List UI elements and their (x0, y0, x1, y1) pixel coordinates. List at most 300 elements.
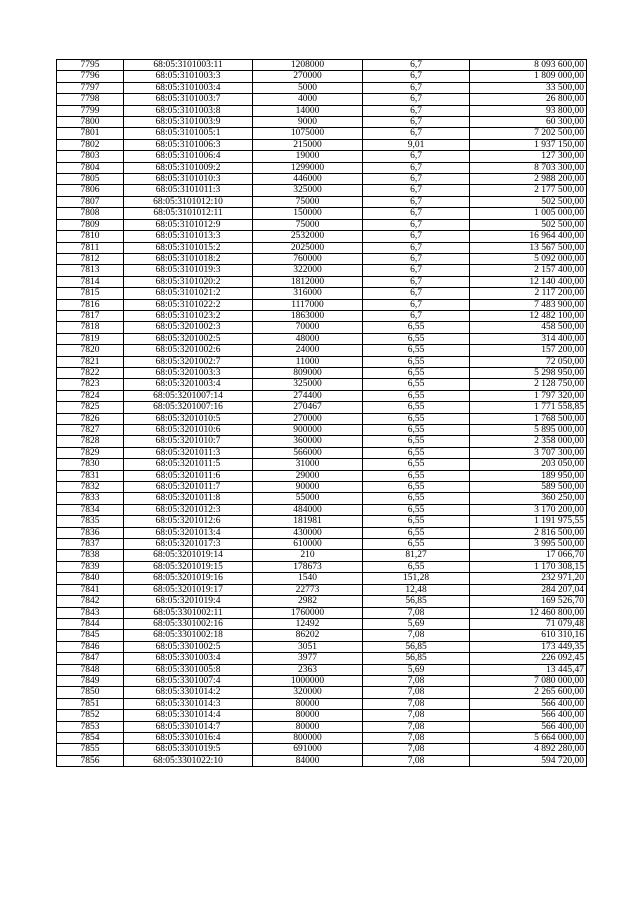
table-row (57, 265, 587, 276)
row-number-cell: 7838 (57, 550, 124, 561)
cadastral-number-cell: 68:05:3101015:2 (124, 242, 253, 253)
cadastral-number-cell: 68:05:3201019:4 (124, 596, 253, 607)
value-cell: 2 265 600,00 (470, 687, 587, 698)
row-number-cell: 7810 (57, 231, 124, 242)
table-row (57, 470, 587, 481)
table-row (57, 630, 587, 641)
area-cell: 2532000 (253, 231, 363, 242)
rate-cell: 7,08 (363, 732, 470, 743)
area-cell: 760000 (253, 253, 363, 264)
table-row (57, 299, 587, 310)
table-row (57, 561, 587, 572)
value-cell: 226 092,45 (470, 653, 587, 664)
row-number-cell: 7846 (57, 641, 124, 652)
value-cell: 169 526,70 (470, 596, 587, 607)
table-row (57, 687, 587, 698)
value-cell: 72 050,00 (470, 356, 587, 367)
row-number-cell: 7811 (57, 242, 124, 253)
area-cell: 90000 (253, 482, 363, 493)
table-row (57, 550, 587, 561)
rate-cell: 6,7 (363, 94, 470, 105)
area-cell: 430000 (253, 527, 363, 538)
row-number-cell: 7820 (57, 345, 124, 356)
row-number-cell: 7813 (57, 265, 124, 276)
cadastral-number-cell: 68:05:3101022:2 (124, 299, 253, 310)
row-number-cell: 7803 (57, 151, 124, 162)
rate-cell: 6,55 (363, 390, 470, 401)
cadastral-number-cell: 68:05:3101006:4 (124, 151, 253, 162)
value-cell: 71 079,48 (470, 618, 587, 629)
cadastral-number-cell: 68:05:3201010:7 (124, 436, 253, 447)
row-number-cell: 7829 (57, 447, 124, 458)
area-cell: 1075000 (253, 128, 363, 139)
row-number-cell: 7823 (57, 379, 124, 390)
rate-cell: 6,55 (363, 367, 470, 378)
cadastral-number-cell: 68:05:3201019:15 (124, 561, 253, 572)
table-row (57, 390, 587, 401)
value-cell: 16 964 400,00 (470, 231, 587, 242)
row-number-cell: 7795 (57, 60, 124, 71)
row-number-cell: 7840 (57, 573, 124, 584)
area-cell: 1117000 (253, 299, 363, 310)
rate-cell: 6,55 (363, 436, 470, 447)
value-cell: 458 500,00 (470, 322, 587, 333)
row-number-cell: 7841 (57, 584, 124, 595)
cadastral-number-cell: 68:05:3101012:11 (124, 208, 253, 219)
rate-cell: 6,7 (363, 82, 470, 93)
table-row (57, 447, 587, 458)
row-number-cell: 7825 (57, 402, 124, 413)
rate-cell: 81,27 (363, 550, 470, 561)
table-row (57, 675, 587, 686)
rate-cell: 7,08 (363, 698, 470, 709)
table-row (57, 71, 587, 82)
rate-cell: 6,7 (363, 265, 470, 276)
table-row (57, 356, 587, 367)
table-row (57, 459, 587, 470)
cadastral-number-cell: 68:05:3101005:1 (124, 128, 253, 139)
rate-cell: 5,69 (363, 664, 470, 675)
value-cell: 1 809 000,00 (470, 71, 587, 82)
cadastral-number-cell: 68:05:3201019:14 (124, 550, 253, 561)
row-number-cell: 7837 (57, 539, 124, 550)
table-row (57, 413, 587, 424)
rate-cell: 6,7 (363, 71, 470, 82)
table-row (57, 322, 587, 333)
value-cell: 2 157 400,00 (470, 265, 587, 276)
value-cell: 203 050,00 (470, 459, 587, 470)
area-cell: 31000 (253, 459, 363, 470)
cadastral-number-cell: 68:05:3201010:5 (124, 413, 253, 424)
value-cell: 157 200,00 (470, 345, 587, 356)
value-cell: 60 300,00 (470, 117, 587, 128)
value-cell: 502 500,00 (470, 196, 587, 207)
value-cell: 5 092 000,00 (470, 253, 587, 264)
rate-cell: 6,55 (363, 459, 470, 470)
table-row (57, 174, 587, 185)
value-cell: 5 298 950,00 (470, 367, 587, 378)
table-row (57, 105, 587, 116)
area-cell: 270000 (253, 71, 363, 82)
area-cell: 210 (253, 550, 363, 561)
row-number-cell: 7818 (57, 322, 124, 333)
area-cell: 75000 (253, 196, 363, 207)
value-cell: 2 128 750,00 (470, 379, 587, 390)
rate-cell: 6,7 (363, 276, 470, 287)
rate-cell: 56,85 (363, 596, 470, 607)
area-cell: 800000 (253, 732, 363, 743)
row-number-cell: 7839 (57, 561, 124, 572)
area-cell: 80000 (253, 698, 363, 709)
value-cell: 1 797 320,00 (470, 390, 587, 401)
value-cell: 13 567 500,00 (470, 242, 587, 253)
value-cell: 232 971,20 (470, 573, 587, 584)
rate-cell: 6,55 (363, 379, 470, 390)
rate-cell: 6,55 (363, 539, 470, 550)
rate-cell: 6,7 (363, 310, 470, 321)
rate-cell: 6,7 (363, 151, 470, 162)
table-row (57, 345, 587, 356)
value-cell: 566 400,00 (470, 698, 587, 709)
area-cell: 4000 (253, 94, 363, 105)
table-row (57, 379, 587, 390)
area-cell: 316000 (253, 288, 363, 299)
rate-cell: 6,7 (363, 174, 470, 185)
cadastral-number-cell: 68:05:3301003:4 (124, 653, 253, 664)
cadastral-number-cell: 68:05:3101003:8 (124, 105, 253, 116)
cadastral-number-cell: 68:05:3201003:3 (124, 367, 253, 378)
value-cell: 7 202 500,00 (470, 128, 587, 139)
area-cell: 22773 (253, 584, 363, 595)
value-cell: 5 664 000,00 (470, 732, 587, 743)
cadastral-number-cell: 68:05:3101012:9 (124, 219, 253, 230)
value-cell: 7 483 900,00 (470, 299, 587, 310)
table-row (57, 584, 587, 595)
row-number-cell: 7824 (57, 390, 124, 401)
value-cell: 1 005 000,00 (470, 208, 587, 219)
cadastral-number-cell: 68:05:3301002:18 (124, 630, 253, 641)
row-number-cell: 7808 (57, 208, 124, 219)
row-number-cell: 7819 (57, 333, 124, 344)
row-number-cell: 7842 (57, 596, 124, 607)
area-cell: 484000 (253, 504, 363, 515)
cadastral-number-cell: 68:05:3201013:4 (124, 527, 253, 538)
value-cell: 1 768 500,00 (470, 413, 587, 424)
area-cell: 1000000 (253, 675, 363, 686)
rate-cell: 6,55 (363, 402, 470, 413)
rate-cell: 7,08 (363, 744, 470, 755)
table-row (57, 504, 587, 515)
value-cell: 12 140 400,00 (470, 276, 587, 287)
table-row (57, 333, 587, 344)
cadastral-number-cell: 68:05:3101003:9 (124, 117, 253, 128)
cadastral-number-cell: 68:05:3201003:4 (124, 379, 253, 390)
area-cell: 1299000 (253, 162, 363, 173)
rate-cell: 12,48 (363, 584, 470, 595)
value-cell: 3 707 300,00 (470, 447, 587, 458)
cadastral-number-cell: 68:05:3201002:3 (124, 322, 253, 333)
rate-cell: 6,7 (363, 196, 470, 207)
table-row (57, 641, 587, 652)
row-number-cell: 7854 (57, 732, 124, 743)
area-cell: 325000 (253, 185, 363, 196)
area-cell: 80000 (253, 710, 363, 721)
cadastral-number-cell: 68:05:3201012:3 (124, 504, 253, 515)
cadastral-value-table (56, 59, 587, 767)
table-row (57, 117, 587, 128)
rate-cell: 6,7 (363, 128, 470, 139)
table-row (57, 219, 587, 230)
value-cell: 127 300,00 (470, 151, 587, 162)
cadastral-number-cell: 68:05:3101011:3 (124, 185, 253, 196)
row-number-cell: 7831 (57, 470, 124, 481)
row-number-cell: 7797 (57, 82, 124, 93)
rate-cell: 6,7 (363, 117, 470, 128)
value-cell: 2 816 500,00 (470, 527, 587, 538)
table-row (57, 573, 587, 584)
row-number-cell: 7817 (57, 310, 124, 321)
area-cell: 55000 (253, 493, 363, 504)
value-cell: 93 800,00 (470, 105, 587, 116)
rate-cell: 7,08 (363, 675, 470, 686)
cadastral-number-cell: 68:05:3101006:3 (124, 139, 253, 150)
table-row (57, 436, 587, 447)
row-number-cell: 7796 (57, 71, 124, 82)
row-number-cell: 7814 (57, 276, 124, 287)
cadastral-number-cell: 68:05:3301005:8 (124, 664, 253, 675)
cadastral-number-cell: 68:05:3101003:11 (124, 60, 253, 71)
area-cell: 215000 (253, 139, 363, 150)
value-cell: 589 500,00 (470, 482, 587, 493)
row-number-cell: 7853 (57, 721, 124, 732)
area-cell: 3051 (253, 641, 363, 652)
rate-cell: 6,7 (363, 231, 470, 242)
value-cell: 1 191 975,55 (470, 516, 587, 527)
area-cell: 48000 (253, 333, 363, 344)
cadastral-number-cell: 68:05:3301014:7 (124, 721, 253, 732)
value-cell: 1 937 150,00 (470, 139, 587, 150)
value-cell: 1 771 558,85 (470, 402, 587, 413)
rate-cell: 6,55 (363, 425, 470, 436)
area-cell: 2025000 (253, 242, 363, 253)
cadastral-number-cell: 68:05:3201007:14 (124, 390, 253, 401)
area-cell: 5000 (253, 82, 363, 93)
cadastral-number-cell: 68:05:3201012:6 (124, 516, 253, 527)
cadastral-number-cell: 68:05:3301014:4 (124, 710, 253, 721)
table-row (57, 253, 587, 264)
area-cell: 29000 (253, 470, 363, 481)
table-row (57, 128, 587, 139)
table-row (57, 94, 587, 105)
rate-cell: 6,55 (363, 333, 470, 344)
area-cell: 322000 (253, 265, 363, 276)
value-cell: 8 703 300,00 (470, 162, 587, 173)
row-number-cell: 7815 (57, 288, 124, 299)
rate-cell: 6,7 (363, 185, 470, 196)
value-cell: 7 080 000,00 (470, 675, 587, 686)
table-row (57, 744, 587, 755)
row-number-cell: 7809 (57, 219, 124, 230)
cadastral-number-cell: 68:05:3101023:2 (124, 310, 253, 321)
rate-cell: 151,28 (363, 573, 470, 584)
table-row (57, 185, 587, 196)
table-row (57, 664, 587, 675)
area-cell: 181981 (253, 516, 363, 527)
area-cell: 270000 (253, 413, 363, 424)
area-cell: 2982 (253, 596, 363, 607)
area-cell: 360000 (253, 436, 363, 447)
area-cell: 14000 (253, 105, 363, 116)
row-number-cell: 7832 (57, 482, 124, 493)
row-number-cell: 7804 (57, 162, 124, 173)
table-row (57, 482, 587, 493)
cadastral-number-cell: 68:05:3201011:6 (124, 470, 253, 481)
rate-cell: 7,08 (363, 687, 470, 698)
area-cell: 80000 (253, 721, 363, 732)
cadastral-number-cell: 68:05:3301007:4 (124, 675, 253, 686)
value-cell: 610 310,16 (470, 630, 587, 641)
value-cell: 2 358 000,00 (470, 436, 587, 447)
row-number-cell: 7799 (57, 105, 124, 116)
value-cell: 3 170 200,00 (470, 504, 587, 515)
value-cell: 8 093 600,00 (470, 60, 587, 71)
value-cell: 502 500,00 (470, 219, 587, 230)
table-body (57, 60, 587, 767)
rate-cell: 6,55 (363, 413, 470, 424)
rate-cell: 7,08 (363, 755, 470, 766)
table-row (57, 60, 587, 71)
rate-cell: 7,08 (363, 630, 470, 641)
table-row (57, 242, 587, 253)
value-cell: 12 482 100,00 (470, 310, 587, 321)
table-row (57, 618, 587, 629)
table-row (57, 231, 587, 242)
area-cell: 320000 (253, 687, 363, 698)
value-cell: 13 445,47 (470, 664, 587, 675)
cadastral-number-cell: 68:05:3301002:5 (124, 641, 253, 652)
table-row (57, 721, 587, 732)
table-row (57, 596, 587, 607)
rate-cell: 6,7 (363, 219, 470, 230)
cadastral-number-cell: 68:05:3201002:6 (124, 345, 253, 356)
cadastral-number-cell: 68:05:3201019:16 (124, 573, 253, 584)
table-row (57, 755, 587, 766)
value-cell: 2 177 500,00 (470, 185, 587, 196)
rate-cell: 6,7 (363, 253, 470, 264)
row-number-cell: 7848 (57, 664, 124, 675)
cadastral-number-cell: 68:05:3201002:5 (124, 333, 253, 344)
area-cell: 1760000 (253, 607, 363, 618)
row-number-cell: 7816 (57, 299, 124, 310)
table-row (57, 162, 587, 173)
rate-cell: 6,7 (363, 299, 470, 310)
value-cell: 26 800,00 (470, 94, 587, 105)
area-cell: 19000 (253, 151, 363, 162)
cadastral-number-cell: 68:05:3301014:2 (124, 687, 253, 698)
rate-cell: 6,55 (363, 470, 470, 481)
cadastral-number-cell: 68:05:3201011:5 (124, 459, 253, 470)
rate-cell: 5,69 (363, 618, 470, 629)
area-cell: 70000 (253, 322, 363, 333)
cadastral-number-cell: 68:05:3301002:16 (124, 618, 253, 629)
cadastral-number-cell: 68:05:3101003:4 (124, 82, 253, 93)
area-cell: 9000 (253, 117, 363, 128)
rate-cell: 6,55 (363, 322, 470, 333)
area-cell: 1540 (253, 573, 363, 584)
row-number-cell: 7830 (57, 459, 124, 470)
row-number-cell: 7851 (57, 698, 124, 709)
rate-cell: 6,55 (363, 504, 470, 515)
rate-cell: 9,01 (363, 139, 470, 150)
value-cell: 314 400,00 (470, 333, 587, 344)
table-row (57, 607, 587, 618)
cadastral-number-cell: 68:05:3301014:3 (124, 698, 253, 709)
rate-cell: 6,55 (363, 447, 470, 458)
table-row (57, 288, 587, 299)
area-cell: 24000 (253, 345, 363, 356)
row-number-cell: 7843 (57, 607, 124, 618)
area-cell: 691000 (253, 744, 363, 755)
value-cell: 12 460 800,00 (470, 607, 587, 618)
rate-cell: 6,7 (363, 242, 470, 253)
rate-cell: 56,85 (363, 641, 470, 652)
area-cell: 178673 (253, 561, 363, 572)
value-cell: 566 400,00 (470, 710, 587, 721)
row-number-cell: 7802 (57, 139, 124, 150)
area-cell: 610000 (253, 539, 363, 550)
row-number-cell: 7826 (57, 413, 124, 424)
rate-cell: 7,08 (363, 607, 470, 618)
table-row (57, 139, 587, 150)
value-cell: 360 250,00 (470, 493, 587, 504)
row-number-cell: 7833 (57, 493, 124, 504)
value-cell: 189 950,00 (470, 470, 587, 481)
cadastral-number-cell: 68:05:3101012:10 (124, 196, 253, 207)
row-number-cell: 7800 (57, 117, 124, 128)
rate-cell: 6,55 (363, 516, 470, 527)
value-cell: 4 892 280,00 (470, 744, 587, 755)
row-number-cell: 7834 (57, 504, 124, 515)
area-cell: 1812000 (253, 276, 363, 287)
area-cell: 566000 (253, 447, 363, 458)
row-number-cell: 7847 (57, 653, 124, 664)
table-row (57, 653, 587, 664)
rate-cell: 6,55 (363, 482, 470, 493)
cadastral-number-cell: 68:05:3301002:11 (124, 607, 253, 618)
table-row (57, 732, 587, 743)
table-row (57, 82, 587, 93)
area-cell: 11000 (253, 356, 363, 367)
row-number-cell: 7827 (57, 425, 124, 436)
cadastral-number-cell: 68:05:3201011:7 (124, 482, 253, 493)
area-cell: 1863000 (253, 310, 363, 321)
rate-cell: 6,55 (363, 493, 470, 504)
value-cell: 2 988 200,00 (470, 174, 587, 185)
table-row (57, 425, 587, 436)
row-number-cell: 7856 (57, 755, 124, 766)
row-number-cell: 7845 (57, 630, 124, 641)
cadastral-number-cell: 68:05:3101010:3 (124, 174, 253, 185)
area-cell: 274400 (253, 390, 363, 401)
row-number-cell: 7798 (57, 94, 124, 105)
cadastral-number-cell: 68:05:3201010:6 (124, 425, 253, 436)
cadastral-number-cell: 68:05:3301016:4 (124, 732, 253, 743)
cadastral-number-cell: 68:05:3101003:3 (124, 71, 253, 82)
area-cell: 3977 (253, 653, 363, 664)
cadastral-number-cell: 68:05:3201002:7 (124, 356, 253, 367)
row-number-cell: 7835 (57, 516, 124, 527)
cadastral-number-cell: 68:05:3101013:3 (124, 231, 253, 242)
